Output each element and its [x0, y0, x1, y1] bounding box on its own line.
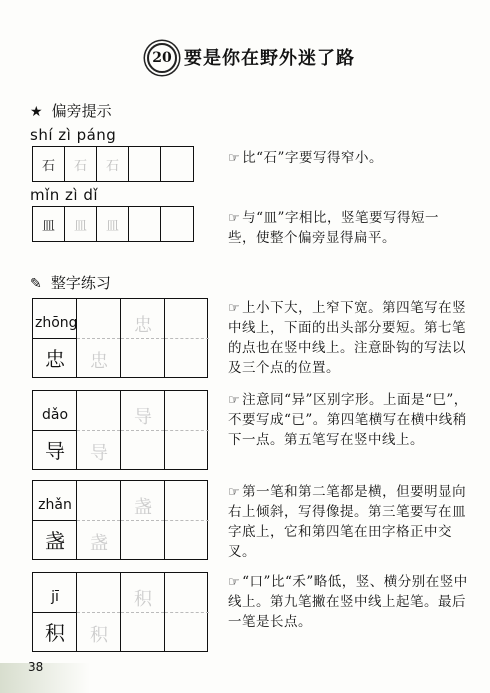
radical-grid — [32, 206, 194, 242]
pencil-icon: ✎ — [30, 276, 42, 292]
pointing-hand-icon: ☞ — [228, 301, 241, 316]
section-title: 整字练习 — [50, 274, 111, 292]
pointing-hand-icon: ☞ — [228, 485, 241, 500]
lesson-header — [0, 40, 490, 76]
model-char: 盏 — [45, 529, 65, 553]
model-char: 积 — [45, 621, 65, 645]
pointing-hand-icon: ☞ — [228, 393, 241, 408]
empty-cell — [129, 147, 161, 181]
practice-note: ☞ 第一笔和第二笔都是横，但要明显向右上倾斜，写得像提。第三笔要写在皿字底上，它和第四笔在田字格正中交叉。 — [228, 484, 467, 560]
model-char: 导 — [45, 439, 65, 463]
pointing-hand-icon: ☞ — [228, 211, 241, 226]
empty-cell — [129, 207, 161, 241]
practice-note: ☞ “口”比“禾”略低，竖、横分别在竖中线上。第九笔撇在竖中线上起笔。最后一笔是长点。 — [228, 574, 468, 630]
practice-grid — [32, 480, 208, 560]
practice-note: ☞ 上小下大，上窄下宽。第四笔写在竖中线上，下面的出头部分要短。第七笔的点也在竖中线上。注意卧钩的写法以及三个点的位置。 — [228, 300, 467, 376]
radical-grid — [32, 146, 194, 182]
page-corner-decoration — [0, 663, 90, 693]
radical-pinyin: mǐn zì dǐ — [30, 186, 99, 204]
pointing-hand-icon: ☞ — [228, 575, 241, 590]
trace-char: 导 — [134, 407, 152, 428]
char-pinyin: zhǎn — [38, 497, 72, 513]
radical-cell: 皿 — [33, 207, 65, 241]
section-practice-header — [30, 272, 111, 293]
empty-cell — [161, 207, 193, 241]
trace-char: 导 — [90, 443, 108, 464]
section-title: 偏旁提示 — [51, 102, 112, 120]
trace-cell: 皿 — [97, 207, 129, 241]
lesson-title: 要是你在野外迷了路 — [184, 48, 355, 69]
practice-grid — [32, 298, 208, 378]
model-char: 忠 — [45, 347, 65, 371]
empty-cell — [161, 147, 193, 181]
star-icon: ★ — [30, 104, 43, 120]
trace-char: 盏 — [90, 533, 108, 554]
trace-cell: 皿 — [65, 207, 97, 241]
trace-cell: 石 — [97, 147, 129, 181]
trace-char: 积 — [90, 625, 108, 646]
trace-char: 积 — [134, 589, 152, 610]
char-pinyin: jī — [51, 589, 59, 605]
section-radical-header — [30, 100, 112, 121]
practice-note: ☞ 注意同“异”区别字形。上面是“巳”，不要写成“已”。第四笔横写在横中线稍下一点。第五笔写在竖中线上。 — [228, 392, 468, 448]
char-pinyin: zhōng — [35, 315, 78, 331]
char-pinyin: dǎo — [41, 407, 69, 423]
radical-cell: 石 — [33, 147, 65, 181]
radical-note: ☞ 比“石”字要写得窄小。 — [228, 150, 383, 166]
trace-cell: 石 — [65, 147, 97, 181]
radical-note: ☞ 与“皿”字相比，竖笔要写得短一些，使整个偏旁显得扁平。 — [228, 210, 439, 246]
lesson-number: 20 — [147, 43, 177, 73]
practice-grid — [32, 572, 208, 652]
trace-char: 忠 — [90, 351, 108, 372]
trace-char: 盏 — [134, 497, 152, 518]
trace-char: 忠 — [134, 315, 152, 336]
page-number: 38 — [28, 660, 44, 674]
radical-pinyin: shí zì páng — [30, 126, 117, 144]
practice-grid — [32, 390, 208, 470]
pointing-hand-icon: ☞ — [228, 151, 241, 166]
